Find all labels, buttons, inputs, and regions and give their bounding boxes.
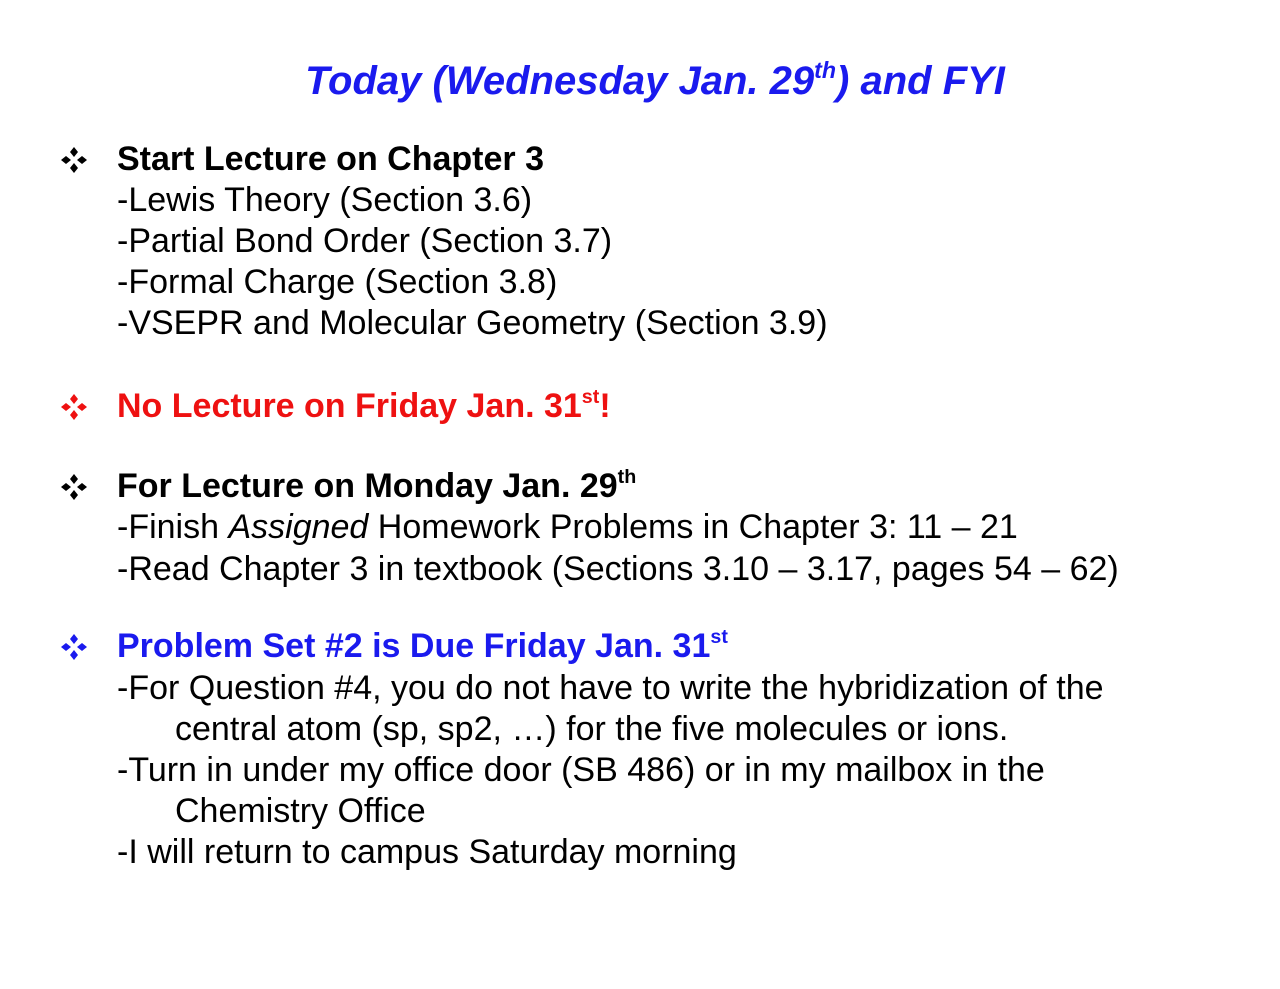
bullet-line: -For Question #4, you do not have to write the hybridization of the: [117, 669, 1104, 707]
bullet-heading: Start Lecture on Chapter 3: [117, 140, 544, 178]
bullet-line: -I will return to campus Saturday morning: [117, 833, 737, 871]
bullet-line: Chemistry Office: [175, 792, 426, 830]
bullet-line: -Turn in under my office door (SB 486) or in my mailbox in the: [117, 751, 1045, 789]
four-diamond-bullet-icon: [60, 146, 88, 174]
bullet-line: -Finish Assigned Homework Problems in Chapter 3: 11 – 21: [117, 508, 1018, 546]
bullet-line: -VSEPR and Molecular Geometry (Section 3.9): [117, 304, 828, 342]
bullet-line: -Read Chapter 3 in textbook (Sections 3.10 – 3.17, pages 54 – 62): [117, 550, 1119, 588]
four-diamond-bullet-icon: [60, 473, 88, 501]
bullet-line: -Formal Charge (Section 3.8): [117, 263, 558, 301]
four-diamond-bullet-icon: [60, 633, 88, 661]
slide-title: Today (Wednesday Jan. 29th) and FYI: [305, 56, 1005, 103]
bullet-heading: Problem Set #2 is Due Friday Jan. 31st: [117, 625, 728, 665]
bullet-line: central atom (sp, sp2, …) for the five molecules or ions.: [175, 710, 1009, 748]
four-diamond-bullet-icon: [60, 393, 88, 421]
bullet-line: -Partial Bond Order (Section 3.7): [117, 222, 613, 260]
bullet-heading: No Lecture on Friday Jan. 31st!: [117, 385, 611, 425]
bullet-heading: For Lecture on Monday Jan. 29th: [117, 465, 637, 505]
bullet-line: -Lewis Theory (Section 3.6): [117, 181, 533, 219]
